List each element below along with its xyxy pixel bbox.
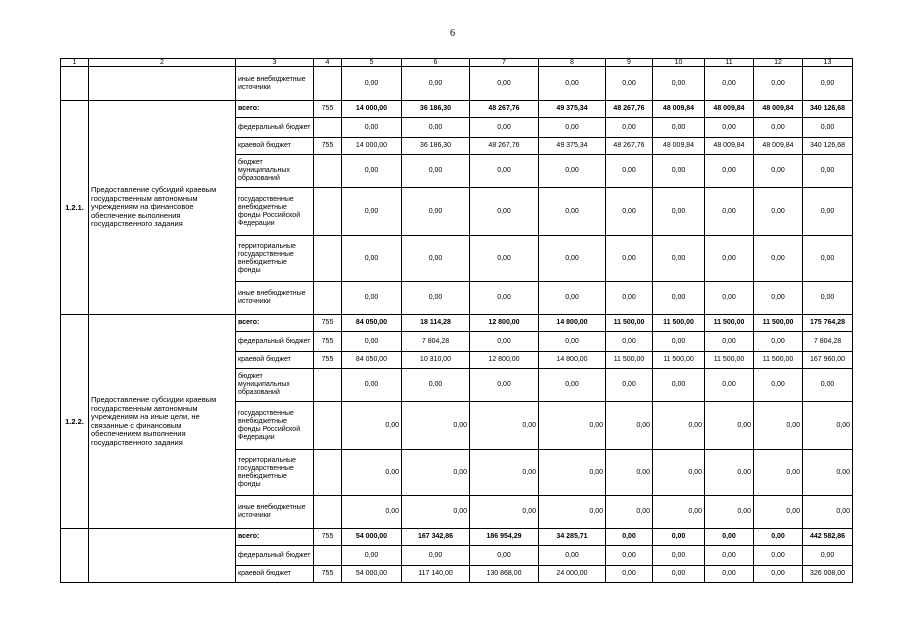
- column-number: 11: [705, 59, 754, 67]
- value-cell: 0,00: [705, 566, 754, 583]
- value-cell: 0,00: [653, 402, 705, 450]
- value-cell: 12 800,00: [470, 352, 539, 369]
- value-cell: 0,00: [342, 450, 402, 496]
- value-cell: 0,00: [754, 529, 803, 546]
- value-cell: 0,00: [402, 236, 470, 282]
- value-cell: 34 285,71: [539, 529, 606, 546]
- grbs-cell: [314, 67, 342, 101]
- value-cell: 84 050,00: [342, 352, 402, 369]
- table-row: [61, 101, 853, 118]
- value-cell: 340 126,68: [803, 101, 853, 118]
- value-cell: 0,00: [754, 546, 803, 566]
- value-cell: 0,00: [402, 155, 470, 188]
- value-cell: 167 342,86: [402, 529, 470, 546]
- item-description: Предоставление субсидии краевым государственным автономным учреждениям на иные цели, не связанные с финансовым обеспечением выполнения государственного задания: [89, 315, 236, 529]
- value-cell: 0,00: [653, 155, 705, 188]
- column-number: 9: [606, 59, 653, 67]
- value-cell: 0,00: [539, 450, 606, 496]
- value-cell: 0,00: [705, 496, 754, 529]
- value-cell: 18 114,28: [402, 315, 470, 332]
- value-cell: 0,00: [754, 236, 803, 282]
- grbs-cell: [314, 496, 342, 529]
- value-cell: 0,00: [606, 67, 653, 101]
- funding-source: иные внебюджетные источники: [236, 67, 314, 101]
- value-cell: 7 804,28: [402, 332, 470, 352]
- value-cell: 0,00: [470, 155, 539, 188]
- value-cell: 0,00: [470, 188, 539, 236]
- column-number: 1: [61, 59, 89, 67]
- funding-source: краевой бюджет: [236, 138, 314, 155]
- value-cell: 0,00: [606, 118, 653, 138]
- value-cell: 0,00: [754, 188, 803, 236]
- value-cell: 0,00: [402, 450, 470, 496]
- funding-source: государственные внебюджетные фонды Российской Федерации: [236, 402, 314, 450]
- value-cell: 0,00: [470, 282, 539, 315]
- value-cell: 0,00: [402, 546, 470, 566]
- value-cell: 0,00: [803, 402, 853, 450]
- value-cell: 49 375,34: [539, 138, 606, 155]
- value-cell: 54 000,00: [342, 566, 402, 583]
- column-number: 5: [342, 59, 402, 67]
- table-row: [61, 315, 853, 332]
- value-cell: 0,00: [470, 67, 539, 101]
- value-cell: 0,00: [754, 67, 803, 101]
- value-cell: 0,00: [705, 450, 754, 496]
- value-cell: 14 800,00: [539, 352, 606, 369]
- value-cell: 48 009,84: [754, 138, 803, 155]
- column-number: 7: [470, 59, 539, 67]
- value-cell: 0,00: [803, 188, 853, 236]
- item-code: 1.2.2.: [61, 315, 89, 529]
- value-cell: 0,00: [803, 496, 853, 529]
- value-cell: 48 009,84: [653, 101, 705, 118]
- budget-table: [60, 58, 853, 583]
- value-cell: 0,00: [402, 496, 470, 529]
- value-cell: 0,00: [705, 529, 754, 546]
- value-cell: 0,00: [402, 282, 470, 315]
- value-cell: 36 186,30: [402, 138, 470, 155]
- value-cell: 0,00: [539, 332, 606, 352]
- value-cell: 0,00: [803, 155, 853, 188]
- value-cell: 11 500,00: [754, 315, 803, 332]
- value-cell: 48 009,84: [754, 101, 803, 118]
- value-cell: 14 000,00: [342, 101, 402, 118]
- funding-source: краевой бюджет: [236, 566, 314, 583]
- column-number: 13: [803, 59, 853, 67]
- grbs-cell: [314, 450, 342, 496]
- value-cell: 0,00: [705, 67, 754, 101]
- value-cell: 0,00: [803, 450, 853, 496]
- value-cell: 0,00: [606, 566, 653, 583]
- column-number-row: [61, 59, 853, 67]
- value-cell: 0,00: [539, 155, 606, 188]
- grbs-cell: [314, 402, 342, 450]
- value-cell: 0,00: [342, 282, 402, 315]
- value-cell: 0,00: [539, 118, 606, 138]
- value-cell: 326 008,00: [803, 566, 853, 583]
- value-cell: 0,00: [470, 332, 539, 352]
- value-cell: 130 868,00: [470, 566, 539, 583]
- value-cell: 0,00: [606, 332, 653, 352]
- value-cell: 0,00: [470, 236, 539, 282]
- grbs-cell: [314, 118, 342, 138]
- value-cell: 175 764,28: [803, 315, 853, 332]
- grbs-cell: [314, 282, 342, 315]
- value-cell: 0,00: [754, 369, 803, 402]
- value-cell: 0,00: [606, 402, 653, 450]
- value-cell: 48 009,84: [705, 138, 754, 155]
- grbs-cell: [314, 236, 342, 282]
- value-cell: 0,00: [754, 496, 803, 529]
- value-cell: 0,00: [342, 118, 402, 138]
- value-cell: 0,00: [470, 402, 539, 450]
- value-cell: 0,00: [539, 496, 606, 529]
- value-cell: 10 310,00: [402, 352, 470, 369]
- value-cell: 0,00: [606, 529, 653, 546]
- value-cell: 24 000,00: [539, 566, 606, 583]
- column-number: 2: [89, 59, 236, 67]
- value-cell: 48 267,76: [470, 138, 539, 155]
- value-cell: 0,00: [539, 188, 606, 236]
- funding-source: иные внебюджетные источники: [236, 282, 314, 315]
- value-cell: 0,00: [754, 332, 803, 352]
- table-row: [61, 529, 853, 546]
- value-cell: 48 009,84: [653, 138, 705, 155]
- grbs-cell: 755: [314, 352, 342, 369]
- item-description: Предоставление субсидий краевым государственным автономным учреждениям на финансовое обеспечение выполнения государственного задания: [89, 101, 236, 315]
- value-cell: 0,00: [705, 282, 754, 315]
- value-cell: 0,00: [402, 118, 470, 138]
- funding-source: бюджет муниципальных образований: [236, 369, 314, 402]
- value-cell: 0,00: [705, 546, 754, 566]
- value-cell: 7 804,28: [803, 332, 853, 352]
- value-cell: 0,00: [539, 236, 606, 282]
- value-cell: 0,00: [803, 369, 853, 402]
- value-cell: 0,00: [342, 332, 402, 352]
- funding-source: краевой бюджет: [236, 352, 314, 369]
- value-cell: 0,00: [606, 236, 653, 282]
- funding-source: всего:: [236, 101, 314, 118]
- value-cell: 0,00: [470, 118, 539, 138]
- value-cell: 117 140,00: [402, 566, 470, 583]
- value-cell: 0,00: [402, 188, 470, 236]
- value-cell: 0,00: [539, 546, 606, 566]
- value-cell: 0,00: [653, 496, 705, 529]
- empty-cell: [61, 67, 89, 101]
- value-cell: 0,00: [606, 369, 653, 402]
- funding-source: территориальные государственные внебюджетные фонды: [236, 450, 314, 496]
- value-cell: 0,00: [402, 402, 470, 450]
- value-cell: 0,00: [402, 67, 470, 101]
- value-cell: 0,00: [754, 118, 803, 138]
- column-number: 6: [402, 59, 470, 67]
- value-cell: 11 500,00: [606, 352, 653, 369]
- grbs-cell: 755: [314, 101, 342, 118]
- value-cell: 11 500,00: [653, 352, 705, 369]
- column-number: 10: [653, 59, 705, 67]
- value-cell: 11 500,00: [653, 315, 705, 332]
- value-cell: 0,00: [606, 546, 653, 566]
- value-cell: 0,00: [653, 188, 705, 236]
- value-cell: 0,00: [705, 118, 754, 138]
- value-cell: 0,00: [342, 496, 402, 529]
- column-number: 12: [754, 59, 803, 67]
- funding-source: федеральный бюджет: [236, 118, 314, 138]
- value-cell: 84 050,00: [342, 315, 402, 332]
- value-cell: 12 800,00: [470, 315, 539, 332]
- value-cell: 0,00: [606, 282, 653, 315]
- value-cell: 11 500,00: [754, 352, 803, 369]
- value-cell: 0,00: [539, 67, 606, 101]
- value-cell: 0,00: [653, 332, 705, 352]
- value-cell: 36 186,30: [402, 101, 470, 118]
- value-cell: 0,00: [606, 188, 653, 236]
- funding-source: всего:: [236, 529, 314, 546]
- value-cell: 0,00: [539, 402, 606, 450]
- value-cell: 11 500,00: [705, 315, 754, 332]
- value-cell: 0,00: [705, 188, 754, 236]
- value-cell: 0,00: [803, 546, 853, 566]
- value-cell: 0,00: [470, 450, 539, 496]
- value-cell: 0,00: [539, 282, 606, 315]
- funding-source: территориальные государственные внебюджетные фонды: [236, 236, 314, 282]
- value-cell: 48 267,76: [470, 101, 539, 118]
- grbs-cell: [314, 369, 342, 402]
- value-cell: 0,00: [754, 566, 803, 583]
- value-cell: 0,00: [803, 236, 853, 282]
- value-cell: 186 954,29: [470, 529, 539, 546]
- value-cell: 0,00: [470, 369, 539, 402]
- value-cell: 0,00: [606, 155, 653, 188]
- value-cell: 0,00: [653, 118, 705, 138]
- value-cell: 0,00: [653, 369, 705, 402]
- value-cell: 0,00: [803, 67, 853, 101]
- funding-source: всего:: [236, 315, 314, 332]
- value-cell: 0,00: [803, 118, 853, 138]
- grbs-cell: 755: [314, 315, 342, 332]
- value-cell: 0,00: [342, 236, 402, 282]
- item-description: [89, 529, 236, 583]
- value-cell: 0,00: [653, 529, 705, 546]
- value-cell: 0,00: [342, 402, 402, 450]
- grbs-cell: [314, 188, 342, 236]
- value-cell: 0,00: [705, 236, 754, 282]
- value-cell: 11 500,00: [705, 352, 754, 369]
- value-cell: 0,00: [705, 402, 754, 450]
- item-code: 1.2.1.: [61, 101, 89, 315]
- value-cell: 442 582,86: [803, 529, 853, 546]
- funding-source: федеральный бюджет: [236, 332, 314, 352]
- value-cell: 0,00: [342, 369, 402, 402]
- value-cell: 0,00: [705, 332, 754, 352]
- value-cell: 0,00: [653, 282, 705, 315]
- value-cell: 11 500,00: [606, 315, 653, 332]
- value-cell: 0,00: [803, 282, 853, 315]
- value-cell: 0,00: [653, 67, 705, 101]
- value-cell: 0,00: [342, 188, 402, 236]
- value-cell: 340 126,68: [803, 138, 853, 155]
- grbs-cell: [314, 155, 342, 188]
- value-cell: 0,00: [754, 155, 803, 188]
- value-cell: 48 267,76: [606, 101, 653, 118]
- grbs-cell: 755: [314, 138, 342, 155]
- value-cell: 0,00: [653, 546, 705, 566]
- grbs-cell: 755: [314, 332, 342, 352]
- empty-cell: [89, 67, 236, 101]
- value-cell: 0,00: [705, 369, 754, 402]
- grbs-cell: 755: [314, 566, 342, 583]
- grbs-cell: [314, 546, 342, 566]
- funding-source: государственные внебюджетные фонды Российской Федерации: [236, 188, 314, 236]
- value-cell: 0,00: [342, 155, 402, 188]
- value-cell: 0,00: [606, 496, 653, 529]
- grbs-cell: 755: [314, 529, 342, 546]
- value-cell: 0,00: [653, 236, 705, 282]
- value-cell: 48 267,76: [606, 138, 653, 155]
- column-number: 8: [539, 59, 606, 67]
- value-cell: 0,00: [470, 546, 539, 566]
- funding-source: федеральный бюджет: [236, 546, 314, 566]
- value-cell: 0,00: [606, 450, 653, 496]
- value-cell: 167 960,00: [803, 352, 853, 369]
- value-cell: 0,00: [539, 369, 606, 402]
- page-number: 6: [450, 28, 455, 39]
- table-row: [61, 67, 853, 101]
- column-number: 3: [236, 59, 314, 67]
- value-cell: 0,00: [754, 450, 803, 496]
- funding-source: иные внебюджетные источники: [236, 496, 314, 529]
- funding-source: бюджет муниципальных образований: [236, 155, 314, 188]
- value-cell: 0,00: [754, 282, 803, 315]
- value-cell: 0,00: [470, 496, 539, 529]
- value-cell: 54 000,00: [342, 529, 402, 546]
- value-cell: 0,00: [653, 450, 705, 496]
- column-number: 4: [314, 59, 342, 67]
- value-cell: 49 375,34: [539, 101, 606, 118]
- value-cell: 0,00: [342, 546, 402, 566]
- item-code: [61, 529, 89, 583]
- value-cell: 0,00: [705, 155, 754, 188]
- value-cell: 48 009,84: [705, 101, 754, 118]
- value-cell: 14 800,00: [539, 315, 606, 332]
- value-cell: 0,00: [754, 402, 803, 450]
- value-cell: 14 000,00: [342, 138, 402, 155]
- value-cell: 0,00: [653, 566, 705, 583]
- value-cell: 0,00: [342, 67, 402, 101]
- table-body: [61, 59, 853, 583]
- value-cell: 0,00: [402, 369, 470, 402]
